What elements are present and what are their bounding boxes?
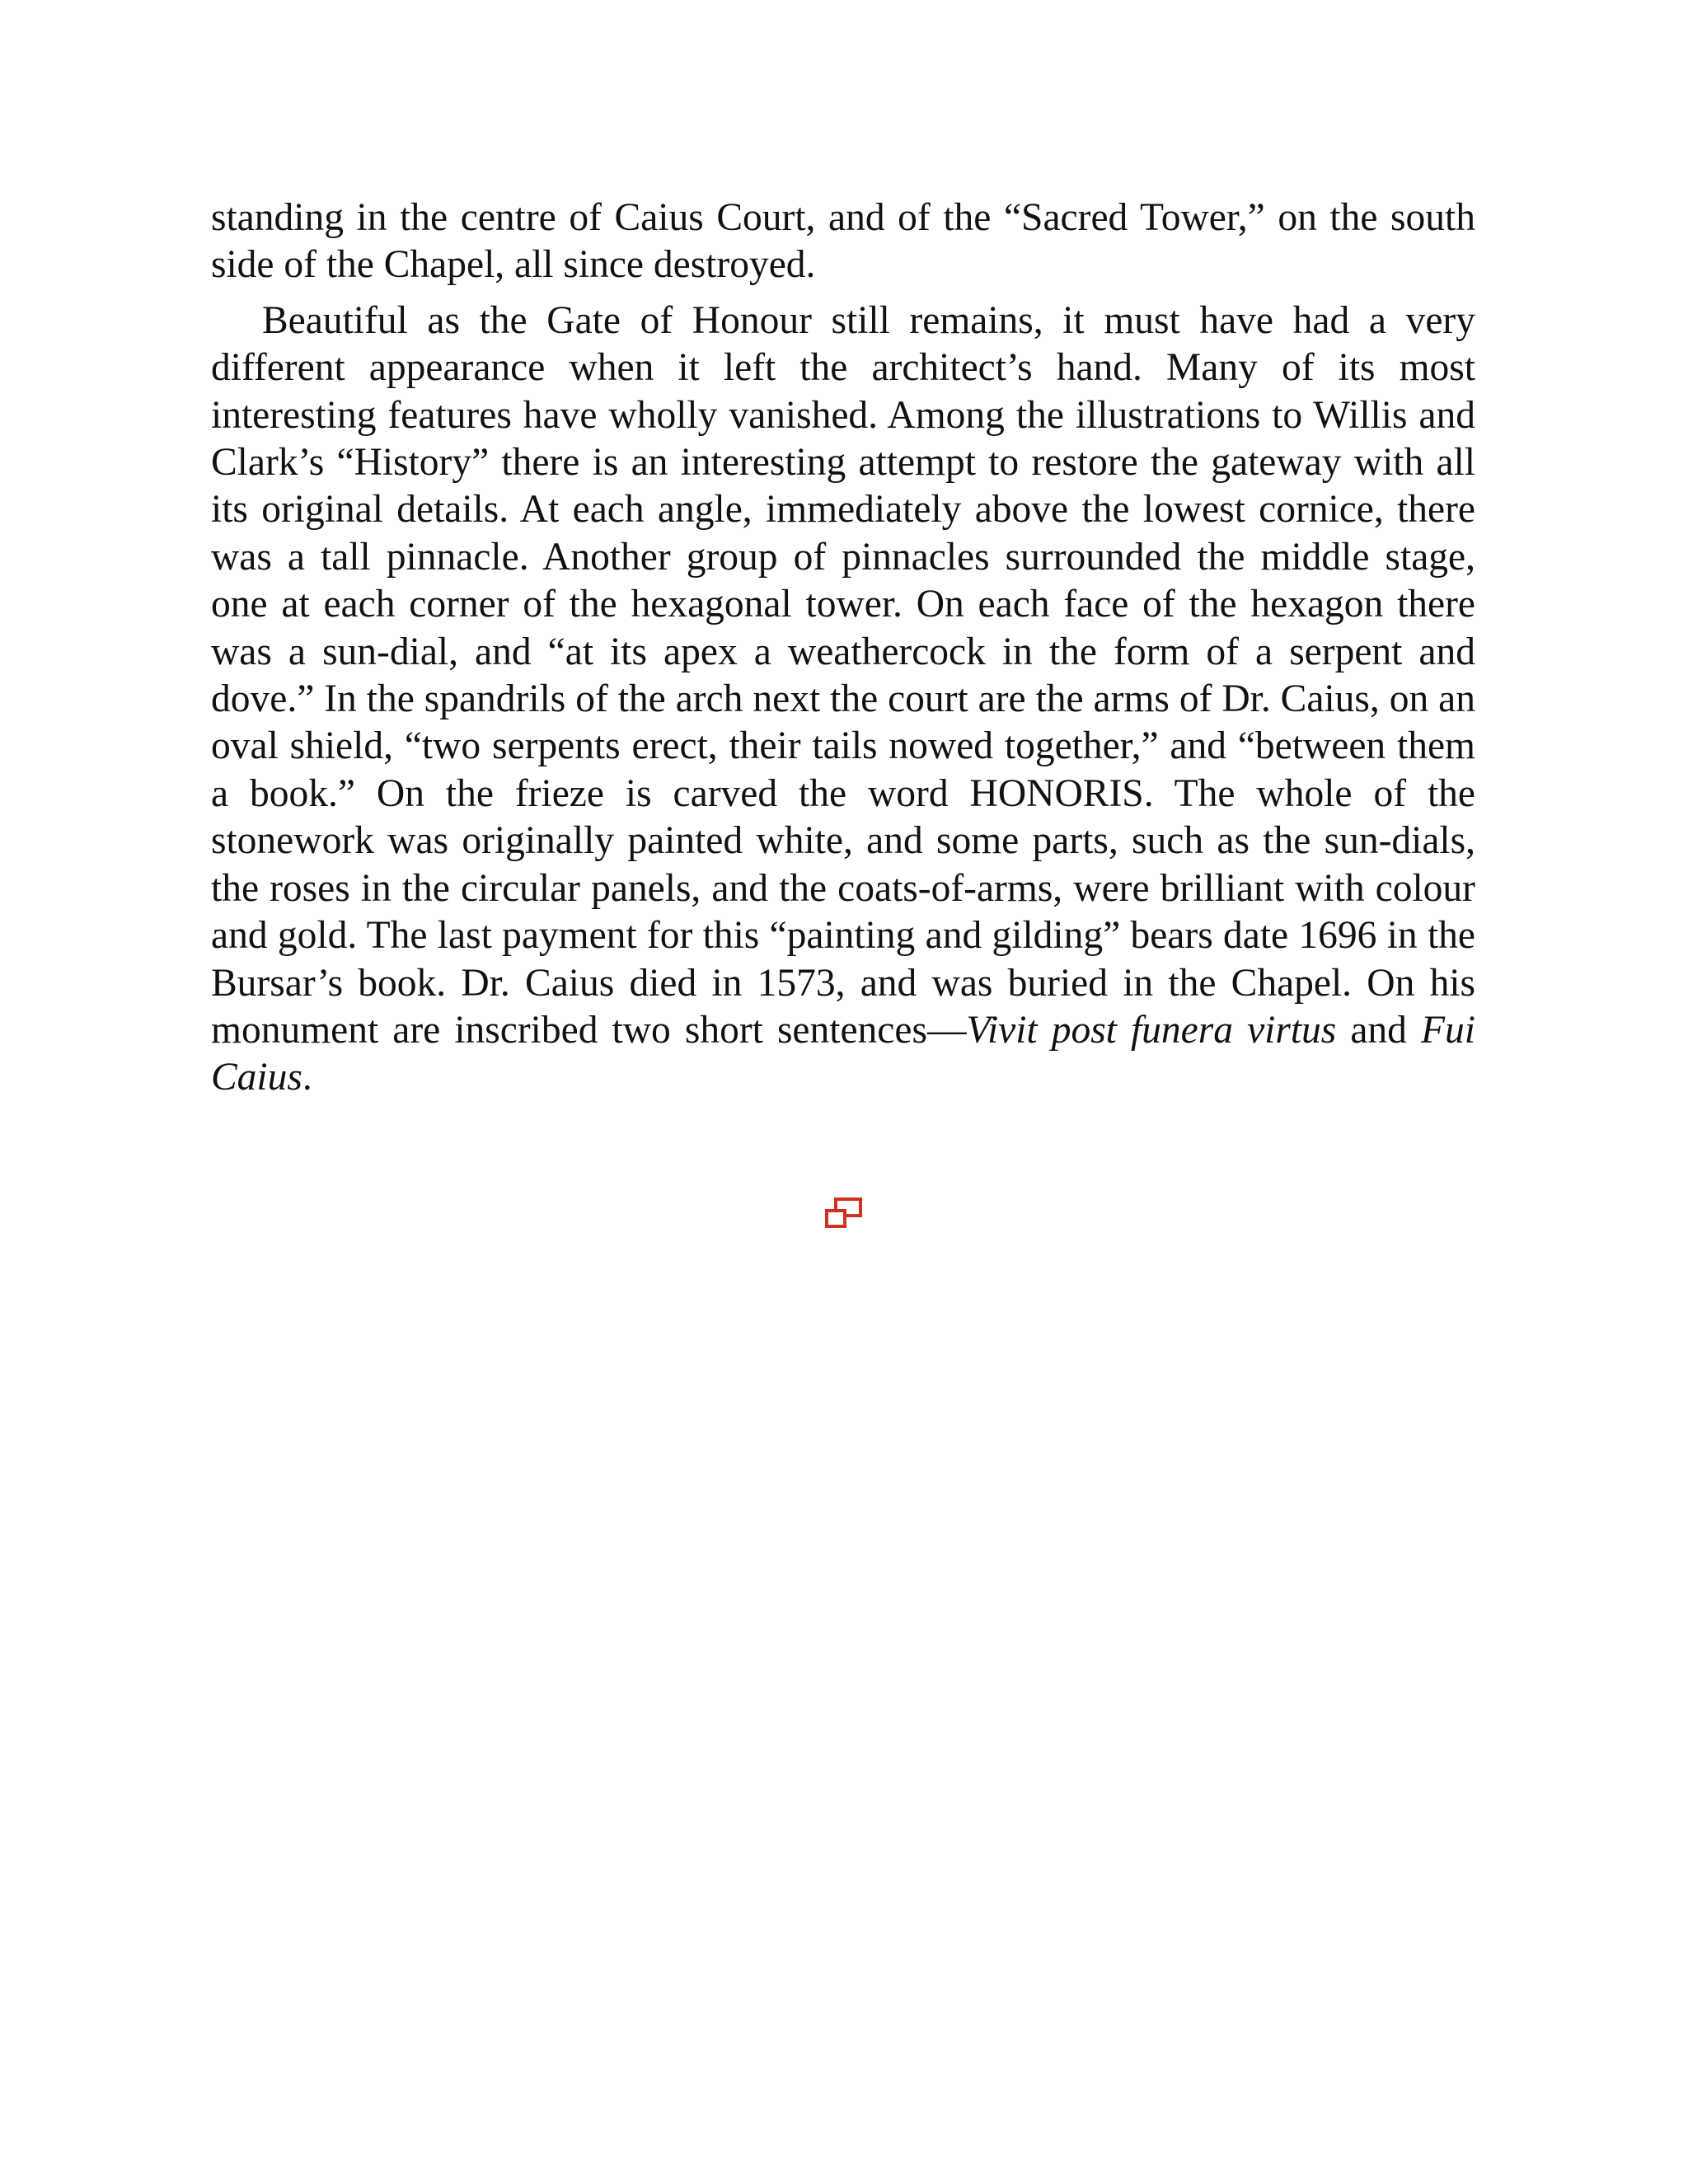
paragraph-2 [211,298,1475,1102]
back-to-contents-icon[interactable] [824,1197,864,1230]
latin-phrase-2: Fui Caius [211,1008,1475,1099]
paragraph-2-period: . [302,1056,312,1099]
latin-phrase-1: Vivit post funera virtus [966,1008,1337,1052]
paragraph-2-text: Beautiful as the Gate of Honour still remains, it must have had a very different appearance when it left the architect’s hand. Many of its most interesting features have wholly vanished. Among the illustrations to Willis and Clark’s “History” there is an interesting attempt to restore the gateway with all its original details. At each angle, immediately above the lowest cornice, there was a tall pinnacle. Another group of pinnacles surrounded the middle stage, one at each corner of the hexagonal tower. On each face of the hexagon there was a sun-dial, and “at its apex a weathercock in the form of a serpent and dove.” In the spandrils of the arch next the court are the arms of Dr. Caius, on an oval shield, “two serpents erect, their tails nowed together,” and “between them a book.” On the frieze is carved the word HONORIS. The whole of the stonework was originally painted white, and some parts, such as the sun-dials, the roses in the circular panels, and the coats-of-arms, were brilliant with colour and gold. The last payment for this “painting and gilding” bears date 1696 in the Bursar’s book. Dr. Caius died in 1573, and was buried in the Chapel. On his monument are inscribed two short sentences— [211,298,1475,1052]
paragraph-2-connector: and [1336,1008,1422,1052]
paragraph-1: standing in the centre of Caius Court, and of the “Sacred Tower,” on the south side of the Chapel, all since destroyed. [211,196,1475,287]
page-text [211,194,1475,1102]
